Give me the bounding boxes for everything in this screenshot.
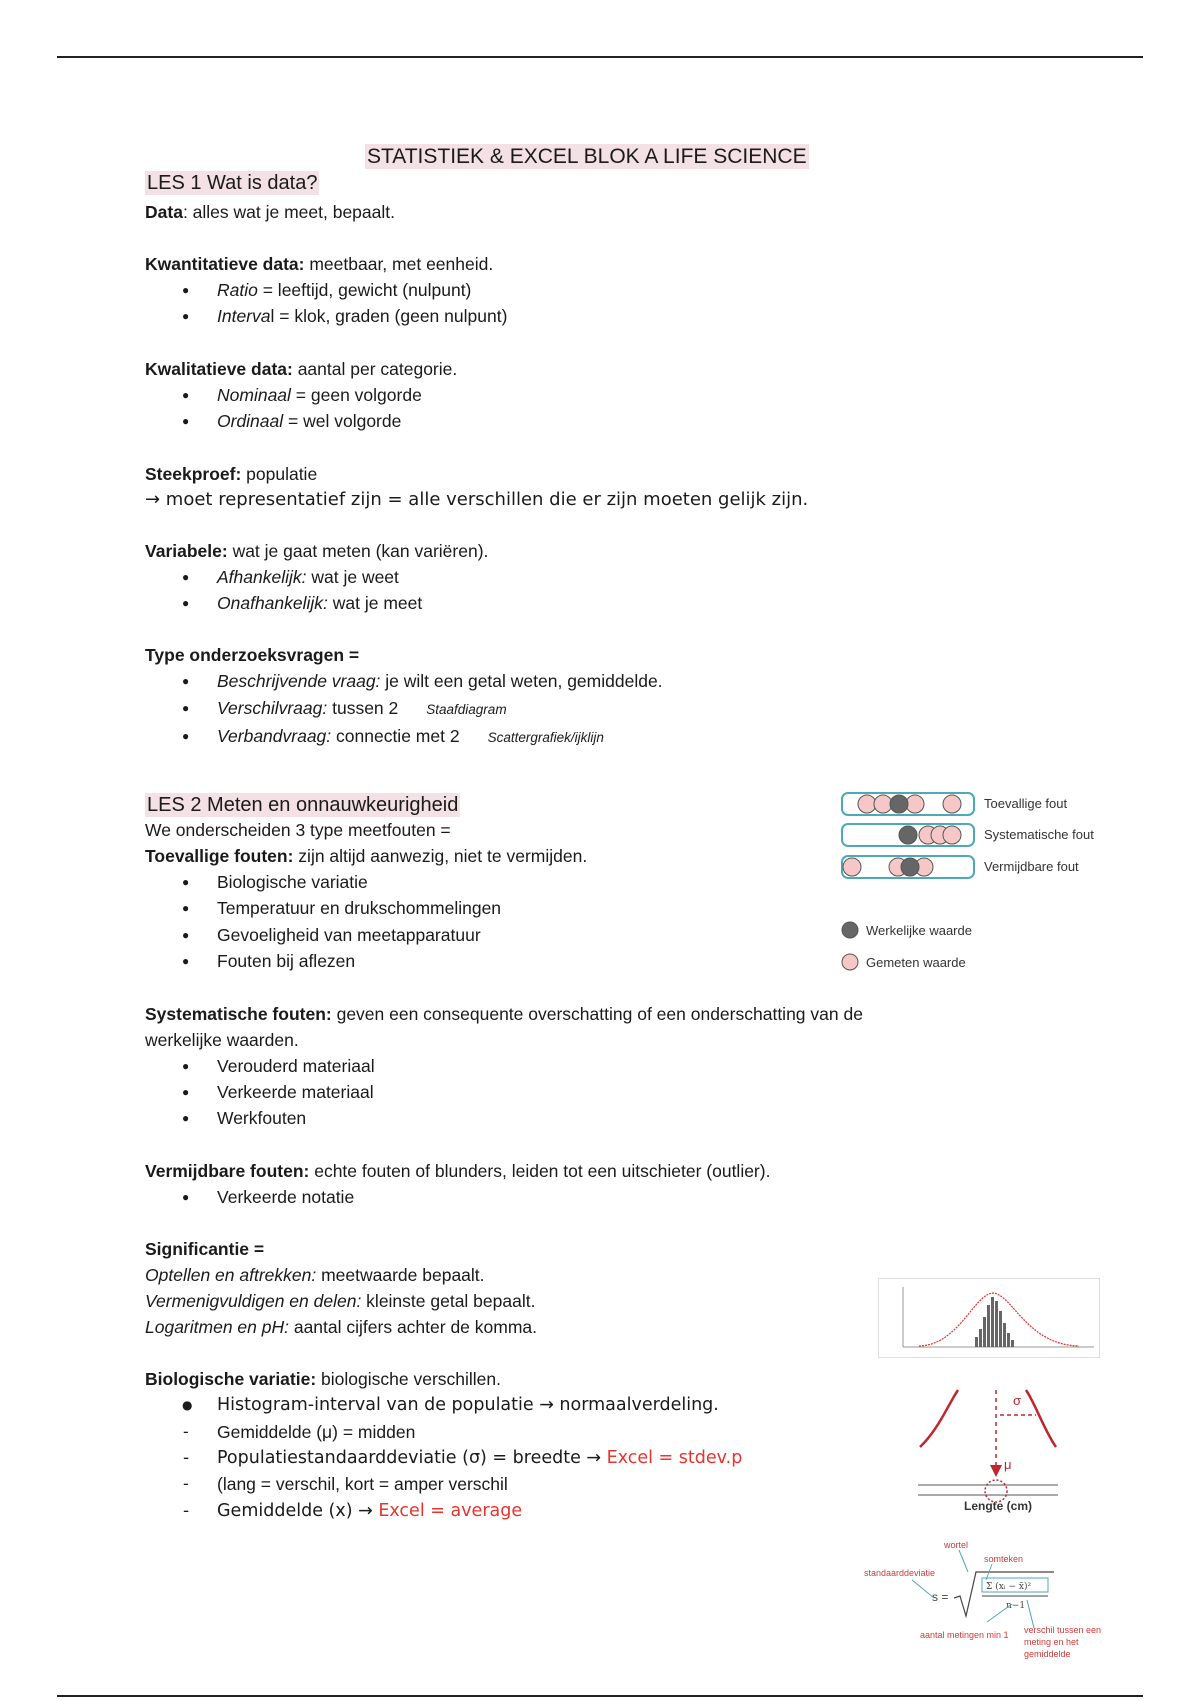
label-wortel: wortel xyxy=(944,1540,969,1550)
significantie-line: Vermenigvuldigen en delen: kleinste getal bepaalt. xyxy=(145,1291,536,1312)
les2-intro: We onderscheiden 3 type meetfouten = xyxy=(145,820,451,840)
onderzoeksvragen-list xyxy=(145,668,925,751)
list-item: ● Interval = klok, graden (geen nulpunt) xyxy=(145,303,925,329)
significantie-line: Optellen en aftrekken: meetwaarde bepaalt. xyxy=(145,1265,485,1286)
legend-toevallig: Toevallige fout xyxy=(984,796,1068,811)
list-item: ● Nominaal = geen volgorde xyxy=(145,382,925,408)
list-item: ● Werkfouten xyxy=(145,1105,985,1131)
stdev-formula-figure xyxy=(862,1540,1112,1690)
list-item: ● Onafhankelijk: wat je meet xyxy=(145,590,925,616)
bio-definition: Biologische variatie: biologische verschillen. xyxy=(145,1369,501,1390)
kwantitatief-list xyxy=(145,277,925,330)
legend-vermijdbaar: Vermijdbare fout xyxy=(984,859,1079,874)
list-item: ● Histogram-interval van de populatie → normaalverdeling. xyxy=(145,1392,985,1418)
toevallig-definition: Toevallige fouten: zijn altijd aanwezig, niet te vermijden. xyxy=(145,846,588,866)
list-item: ● Beschrijvende vraag: je wilt een getal weten, gemiddelde. xyxy=(145,668,925,694)
histogram-graphic xyxy=(879,1279,1099,1357)
list-item: ● Fouten bij aflezen xyxy=(145,948,985,974)
steekproef-definition: Steekproef: populatie xyxy=(145,463,318,484)
label-verschil: verschil tussen een meting en het gemiddelde xyxy=(1024,1625,1102,1659)
list-item: ● Verschilvraag: tussen 2 Staafdiagram xyxy=(145,695,925,723)
kwalitatief-list xyxy=(145,382,925,435)
error-targets-graphic xyxy=(840,790,990,975)
svg-text:n−1: n−1 xyxy=(1006,1601,1026,1611)
list-item: ● Ratio = leeftijd, gewicht (nulpunt) xyxy=(145,277,925,303)
variabele-list xyxy=(145,564,925,617)
sigma-label: σ xyxy=(1013,1393,1022,1408)
key-gemeten: Gemeten waarde xyxy=(866,955,966,970)
list-item: ● Gevoeligheid van meetapparatuur xyxy=(145,922,985,948)
vermijdbaar-list xyxy=(145,1184,985,1210)
bio-dash-list xyxy=(145,1419,985,1525)
les2-heading: LES 2 Meten en onnauwkeurigheid xyxy=(147,794,459,816)
significantie-heading: Significantie = xyxy=(145,1239,265,1260)
list-item: ● Temperatuur en drukschommelingen xyxy=(145,895,985,921)
kwantitatief-definition: Kwantitatieve data: meetbaar, met eenheid. xyxy=(145,254,494,274)
kwalitatief-definition: Kwalitatieve data: aantal per categorie. xyxy=(145,358,458,379)
list-item: - Gemiddelde (x) → Excel = average xyxy=(145,1498,985,1524)
formula-pointers xyxy=(862,1540,1112,1690)
length-axis-label: Lengte (cm) xyxy=(964,1499,1033,1513)
top-rule xyxy=(57,56,1143,58)
bio-bullet-list xyxy=(145,1392,985,1418)
measurement-error-diagram xyxy=(840,790,1160,975)
list-item: ● Afhankelijk: wat je weet xyxy=(145,564,925,590)
list-item: ● Biologische variatie xyxy=(145,869,985,895)
steekproef-note: → moet representatief zijn = alle verschillen die er zijn moeten gelijk zijn. xyxy=(145,488,809,510)
document-title: STATISTIEK & EXCEL BLOK A LIFE SCIENCE xyxy=(367,145,807,168)
formula-s: s = xyxy=(932,1590,949,1604)
list-item: ● Verbandvraag: connectie met 2 Scattergrafiek/ijklijn xyxy=(145,723,925,751)
list-item: ● Verkeerde materiaal xyxy=(145,1079,985,1105)
normal-curve-figure xyxy=(918,1385,1068,1520)
systematisch-definition: Systematische fouten: geven een consequente overschatting of een onderschatting van de xyxy=(145,1003,863,1024)
vermijdbaar-definition: Vermijdbare fouten: echte fouten of blunders, leiden tot een uitschieter (outlier). xyxy=(145,1160,771,1181)
list-item-cont: - (lang = verschil, kort = amper verschil xyxy=(145,1471,985,1497)
list-item: ● Verkeerde notatie xyxy=(145,1184,985,1210)
les1-section xyxy=(145,172,925,752)
onderzoeksvragen-heading: Type onderzoeksvragen = xyxy=(145,645,360,666)
mu-label: μ xyxy=(1004,1457,1012,1472)
list-item: ● Verouderd materiaal xyxy=(145,1053,985,1079)
systematisch-definition-cont: werkelijke waarden. xyxy=(145,1029,299,1050)
list-item: - Populatiestandaarddeviatie (σ) = breedte → Excel = stdev.p xyxy=(145,1445,985,1471)
bottom-rule xyxy=(57,1695,1143,1697)
histogram-figure xyxy=(878,1278,1100,1358)
label-somteken: somteken xyxy=(984,1554,1024,1564)
les1-heading: LES 1 Wat is data? xyxy=(147,172,318,194)
significantie-line: Logaritmen en pH: aantal cijfers achter de komma. xyxy=(145,1317,538,1338)
data-definition: Data: alles wat je meet, bepaalt. xyxy=(145,202,395,222)
variabele-definition: Variabele: wat je gaat meten (kan variëren). xyxy=(145,540,489,561)
legend-systematisch: Systematische fout xyxy=(984,827,1094,842)
svg-text:Σ (xᵢ − x̄)²: Σ (xᵢ − x̄)² xyxy=(986,1582,1032,1592)
systematisch-list xyxy=(145,1053,985,1132)
key-werkelijk: Werkelijke waarde xyxy=(866,923,972,938)
label-aantal-metingen: aantal metingen min 1 xyxy=(920,1630,1009,1640)
label-standaarddeviatie: standaarddeviatie xyxy=(864,1568,936,1578)
list-item: - Gemiddelde (μ) = midden xyxy=(145,1419,985,1445)
list-item: ● Ordinaal = wel volgorde xyxy=(145,408,925,434)
